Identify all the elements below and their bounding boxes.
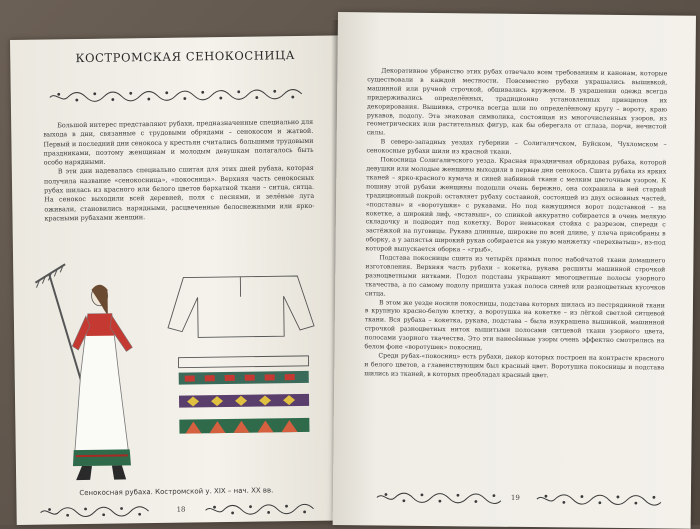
- ornament-bottom-left-2: [201, 502, 321, 518]
- figure-caption: Сенокосная рубаха. Костромской у. XIX – нач. XX вв.: [46, 486, 306, 498]
- paragraph: Среди рубах-«покосниц» есть рубахи, декор которых построен на контрасте красного и белого цветов, а главенствующим был красный цвет. Воротушка покосницы и подстава шились из тканей, в которых преобладал красный цвет.: [364, 352, 664, 382]
- ornament-bottom-left: [37, 504, 157, 520]
- floral-scroll-icon: [533, 492, 663, 507]
- page-number: 19: [511, 494, 520, 502]
- left-page: [10, 35, 349, 525]
- paragraph: В эти дни надевалась специально сшитая для этих дней рубаха, которая получила название «сенокосница», «покосница». Верхняя часть сенокосных рубах шилась из красного или белого цветов бархатной ткани – ситца, ситца. На сенокос выходили всей деревней, поля с песнями, и зелёные луга оживали, становились нарядными, расцвеченные белоснежными или ярко-красными рубахами женщин.: [44, 164, 315, 224]
- paragraph: В этом же уезде носили покосницы, подстава которых шилась из пестрядинной ткани в крупную красно-белую клетку, а воротушка на кокетке – из лёгкой светлой ситцевой ткани. Вся рубаха – кокетка, рукава, подстава – была изукрашена вышивкой, машинной строчкой разноцветных ниток вышитыми полосами ситцевой ткани узорного цвета, полосами узорного ткачества. Это эти нанесённые узоры очень эффектно смотрелись на белом фоне «воротушек» покосниц.: [364, 299, 665, 356]
- page-title: КОСТРОМСКАЯ СЕНОКОСНИЦА: [70, 48, 300, 65]
- ornament-bottom-right: [373, 490, 503, 505]
- paragraph: Подстава покосницы сшита из четырёх прямых полос набойчатой ткани домашнего изготовления. Верхняя часть рубахи – кокетка, рукава расшиты машинной строчкой разноцветными нитками. Подол подставы украшают многоцветные полосы узорного ткачества, а по самому подолу пришита узкая полоса синей или разноцветных кусочков ситца.: [365, 254, 665, 302]
- ornament-top-left: [46, 88, 306, 106]
- left-text-block: [43, 118, 314, 224]
- floral-scroll-icon: [46, 86, 306, 107]
- right-text-block: [364, 67, 667, 382]
- paragraph: Большой интерес представляют рубахи, предназначенные специально для выхода в дни, связанные с трудовыми обрядами – сенокосом и жатвой. Первый и последний дни сенокоса у крестьян считались большими трудовыми праздниками, поэтому женщинам и молодым девушкам полагалось быть особо нарядными.: [43, 118, 314, 168]
- floral-scroll-icon: [201, 502, 321, 518]
- illustration-shirt-pattern: [163, 256, 331, 478]
- floral-scroll-icon: [373, 490, 503, 505]
- right-page: [333, 12, 696, 529]
- page-number: 18: [177, 506, 186, 514]
- floral-scroll-icon: [37, 504, 157, 520]
- paragraph: В северо-западных уездах губернии – Солигаличском, Буйском, Чухломском – сенокосные рубахи шили из красной ткани.: [366, 139, 666, 160]
- paragraph: Декоративное убранство этих рубах отвечало всем требованиям и канонам, которые существовали в каждой местности. Повсеместно рубахи украшались вышивкой, машинной или ручной строчкой, обшивались кружевом. В украшении одежд всегда придерживались определённых, традиционно установленных принципов их декорирования. Вышивка, строчка всегда шли по определённому кругу – вороту, краю рукавов, подолу. Эта знаковая символика, состоящая из многочисленных узоров, из геометрических или растительных фигур, как бы оберегала от сглаза, порчи, нечистой силы.: [367, 67, 668, 141]
- paragraph: Покосница Солигаличского уезда. Красная праздничная обрядовая рубаха, которой девушки или молодые женщины выходили в первые дни сенокоса. Сшита рубаха из ярких тканей – ярко-красного кумача и синей набивной ткани с мелким цветочным узором. К пошиву этой рубахи женщины подошли очень бережно, она сохранила в ней старый традиционный покрой: оставляет рубаху составной, состоящей из двух основных частей, «подставы» и «воротушки» с рукавами. Но под кажущимся ворот подставкой – на кокетке, а широкий лиф, «вставыш», со спинкой аккуратно собирается в очень мелкую складочку и подводит под кокетку. Ворот невысокая стойка с разрезом, спереди с застёжкой на пуговицы. Рукава длинные, широкие по всей длине, у плеча присобраны в оборку, а у запястья широкий рукав собирается на узкую манжетку «перехватыш», из-под которой выпускается оборка – «грыб».: [365, 156, 666, 257]
- ornament-bottom-right-2: [533, 492, 663, 507]
- illustration-woman-figure: [31, 253, 164, 490]
